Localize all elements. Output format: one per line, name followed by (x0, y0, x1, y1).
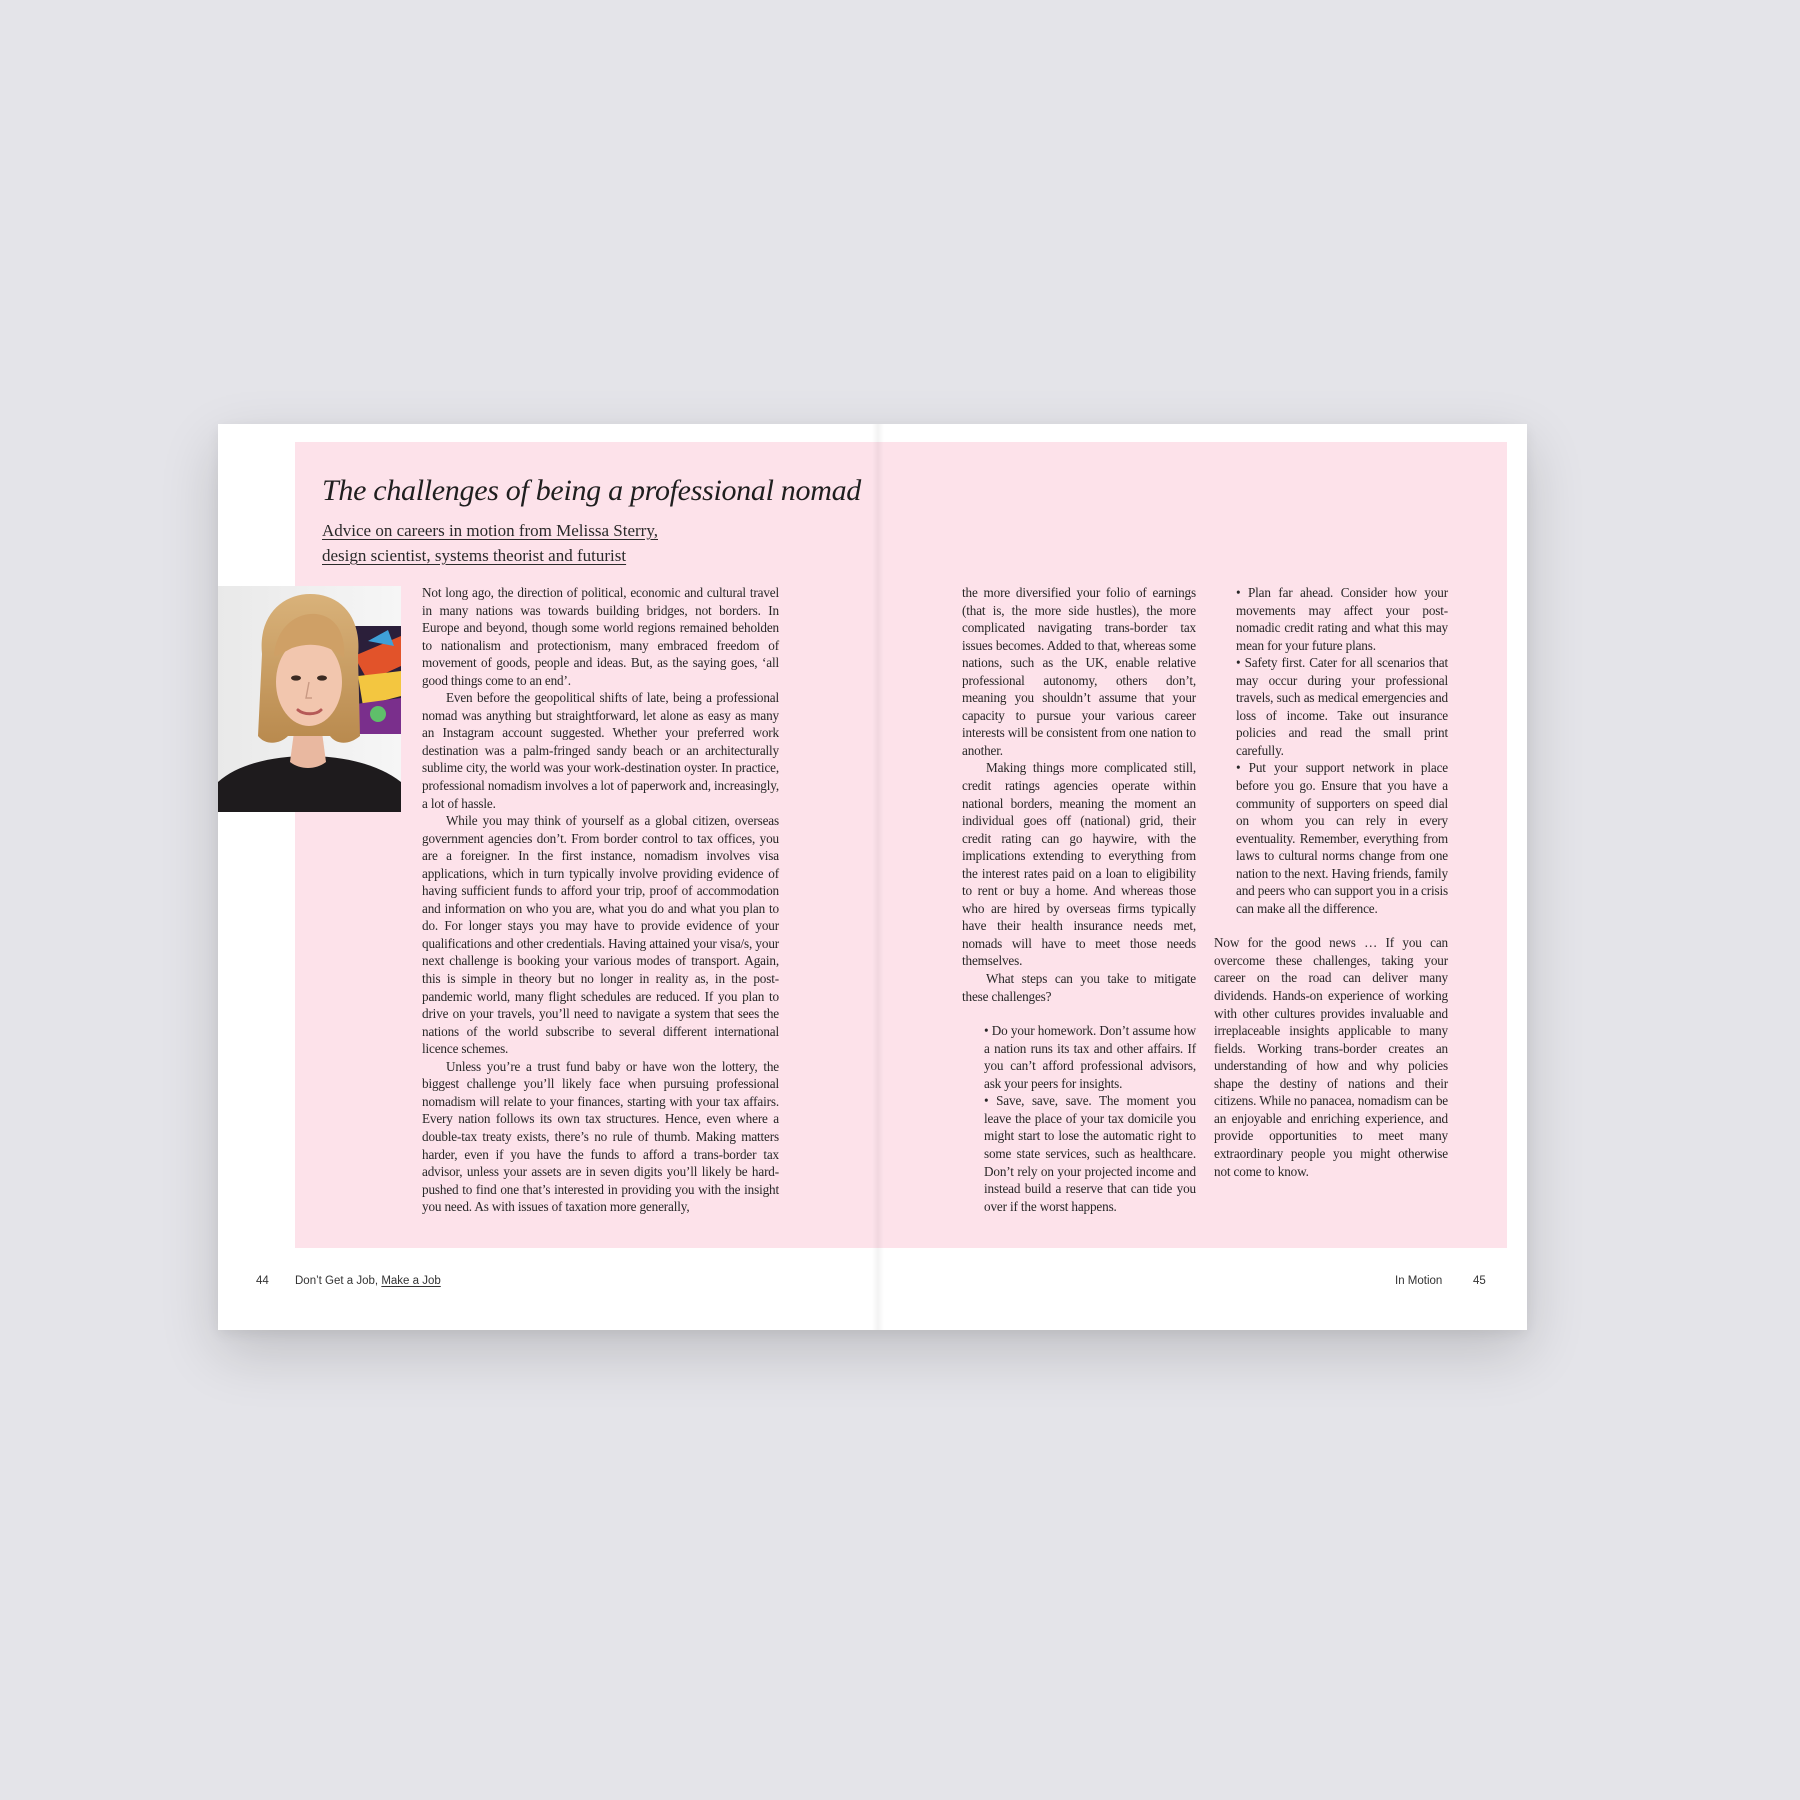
portrait-illustration (218, 586, 401, 812)
left-paragraph-2: Even before the geopolitical shifts of late, being a professional nomad was anything but straightforward, let alone as easy as many an Instagram account suggested. Whether your preferred work destination was a palm-fringed sandy beach or an architecturally sublime city, the world was your work-destination oyster. In practice, professional nomadism involves a lot of paperwork and, increasingly, a lot of hassle. (422, 690, 779, 811)
right-body-column-2 (1214, 584, 1448, 1180)
left-body-column (422, 584, 779, 1216)
bullet-item: • Do your homework. Don’t assume how a nation runs its tax and other affairs. If you can’t afford professional advisors, ask your peers for insights. (984, 1023, 1196, 1091)
left-running-head (295, 1275, 441, 1287)
right-body-column-1 (962, 584, 1196, 1215)
book-gutter (872, 424, 884, 1330)
running-head-book-subtitle: Make a Job (381, 1275, 441, 1287)
subtitle-line-1: Advice on careers in motion from Melissa Sterry, (322, 521, 658, 540)
right-running-head: In Motion (1395, 1275, 1443, 1287)
book-spread (218, 424, 1527, 1330)
portrait-photo (218, 586, 401, 812)
right-page-number: 45 (1473, 1275, 1486, 1287)
left-page-number: 44 (256, 1275, 269, 1287)
left-paragraph-3: While you may think of yourself as a global citizen, overseas government agencies don’t. From border control to tax offices, you are a foreigner. In the first instance, nomadism involves visa applications, which in turn typically involve providing evidence of having sufficient funds to afford your trip, proof of accommodation and information on who you are, what you do and what you plan to do. For longer stays you may have to provide evidence of your qualifications and other credentials. Having attained your visa/s, your next challenge is booking your various modes of transport. Again, this is simple in theory but no longer in reality as, in the post-pandemic world, many flight schedules are reduced. If you plan to drive on your travels, you’ll need to navigate a system that sees the nations of the world subscribe to several different international licence schemes. (422, 813, 779, 1057)
subtitle-line-2: design scientist, systems theorist and futurist (322, 546, 627, 565)
bullet-item: • Plan far ahead. Consider how your movements may affect your post-nomadic credit rating and what this may mean for your future plans. (1236, 585, 1448, 653)
bullet-item: • Safety first. Cater for all scenarios that may occur during your professional travels, such as medical emergencies and loss of income. Take out insurance policies and read the small print carefully. (1236, 655, 1448, 758)
article-subtitle (322, 518, 658, 568)
right-paragraph-3: What steps can you take to mitigate these challenges? (962, 971, 1196, 1004)
right-paragraph-2: Making things more complicated still, credit ratings agencies operate within national borders, meaning the moment an individual goes off (national) grid, their credit rating can go haywire, with the implications extending to everything from the interest rates paid on a loan to eligibility to rent or buy a home. And whereas those who are hired by overseas firms typically have their health insurance needs met, nomads will have to meet those needs themselves. (962, 760, 1196, 969)
left-paragraph-1: Not long ago, the direction of political, economic and cultural travel in many nations was towards building bridges, not borders. In Europe and beyond, though some world regions remained beholden to nationalism and protectionism, many embraced freedom of movement of goods, people and ideas. But, as the saying goes, ‘all good things come to an end’. (422, 585, 779, 688)
right-paragraph-1: the more diversified your folio of earnings (that is, the more side hustles), the more complicated navigating trans-border tax issues becomes. Added to that, whereas some nations, such as the UK, enable relative professional autonomy, others don’t, meaning you shouldn’t assume that your capacity to pursue your various career interests will be consistent from one nation to another. (962, 585, 1196, 758)
running-head-book-title: Don’t Get a Job, (295, 1275, 379, 1287)
bullet-item: • Save, save, save. The moment you leave the place of your tax domicile you might start to lose the automatic right to some state services, such as healthcare. Don’t rely on your projected income and instead build a reserve that can tide you over if the worst happens. (984, 1093, 1196, 1214)
bullet-item: • Put your support network in place before you go. Ensure that you have a community of supporters on speed dial on whom you can rely in every eventuality. Remember, everything from laws to cultural norms change from one nation to the next. Having friends, family and peers who can support you in a crisis can make all the difference. (1236, 760, 1448, 916)
left-paragraph-4: Unless you’re a trust fund baby or have won the lottery, the biggest challenge you’ll likely face when pursuing professional nomadism will relate to your finances, starting with your tax affairs. Every nation follows its own tax structures. Hence, even where a double-tax treaty exists, there’s no rule of thumb. Making matters harder, even if you have the funds to afford a trans-border tax advisor, unless your assets are in seven digits you’ll likely be hard-pushed to find one that’s interested in providing you with the insight you need. As with issues of taxation more generally, (422, 1058, 779, 1215)
closing-paragraph: Now for the good news … If you can overcome these challenges, taking your career on the road can deliver many dividends. Hands-on experience of working with other cultures provides invaluable and irreplaceable insights applicable to many fields. Working trans-border creates an understanding of how and why policies shape the destiny of nations and their citizens. While no panacea, nomadism can be an enjoyable and enriching experience, and provide opportunities to meet many extraordinary people you might otherwise not come to know. (1214, 935, 1448, 1179)
article-title: The challenges of being a professional nomad (322, 474, 861, 507)
